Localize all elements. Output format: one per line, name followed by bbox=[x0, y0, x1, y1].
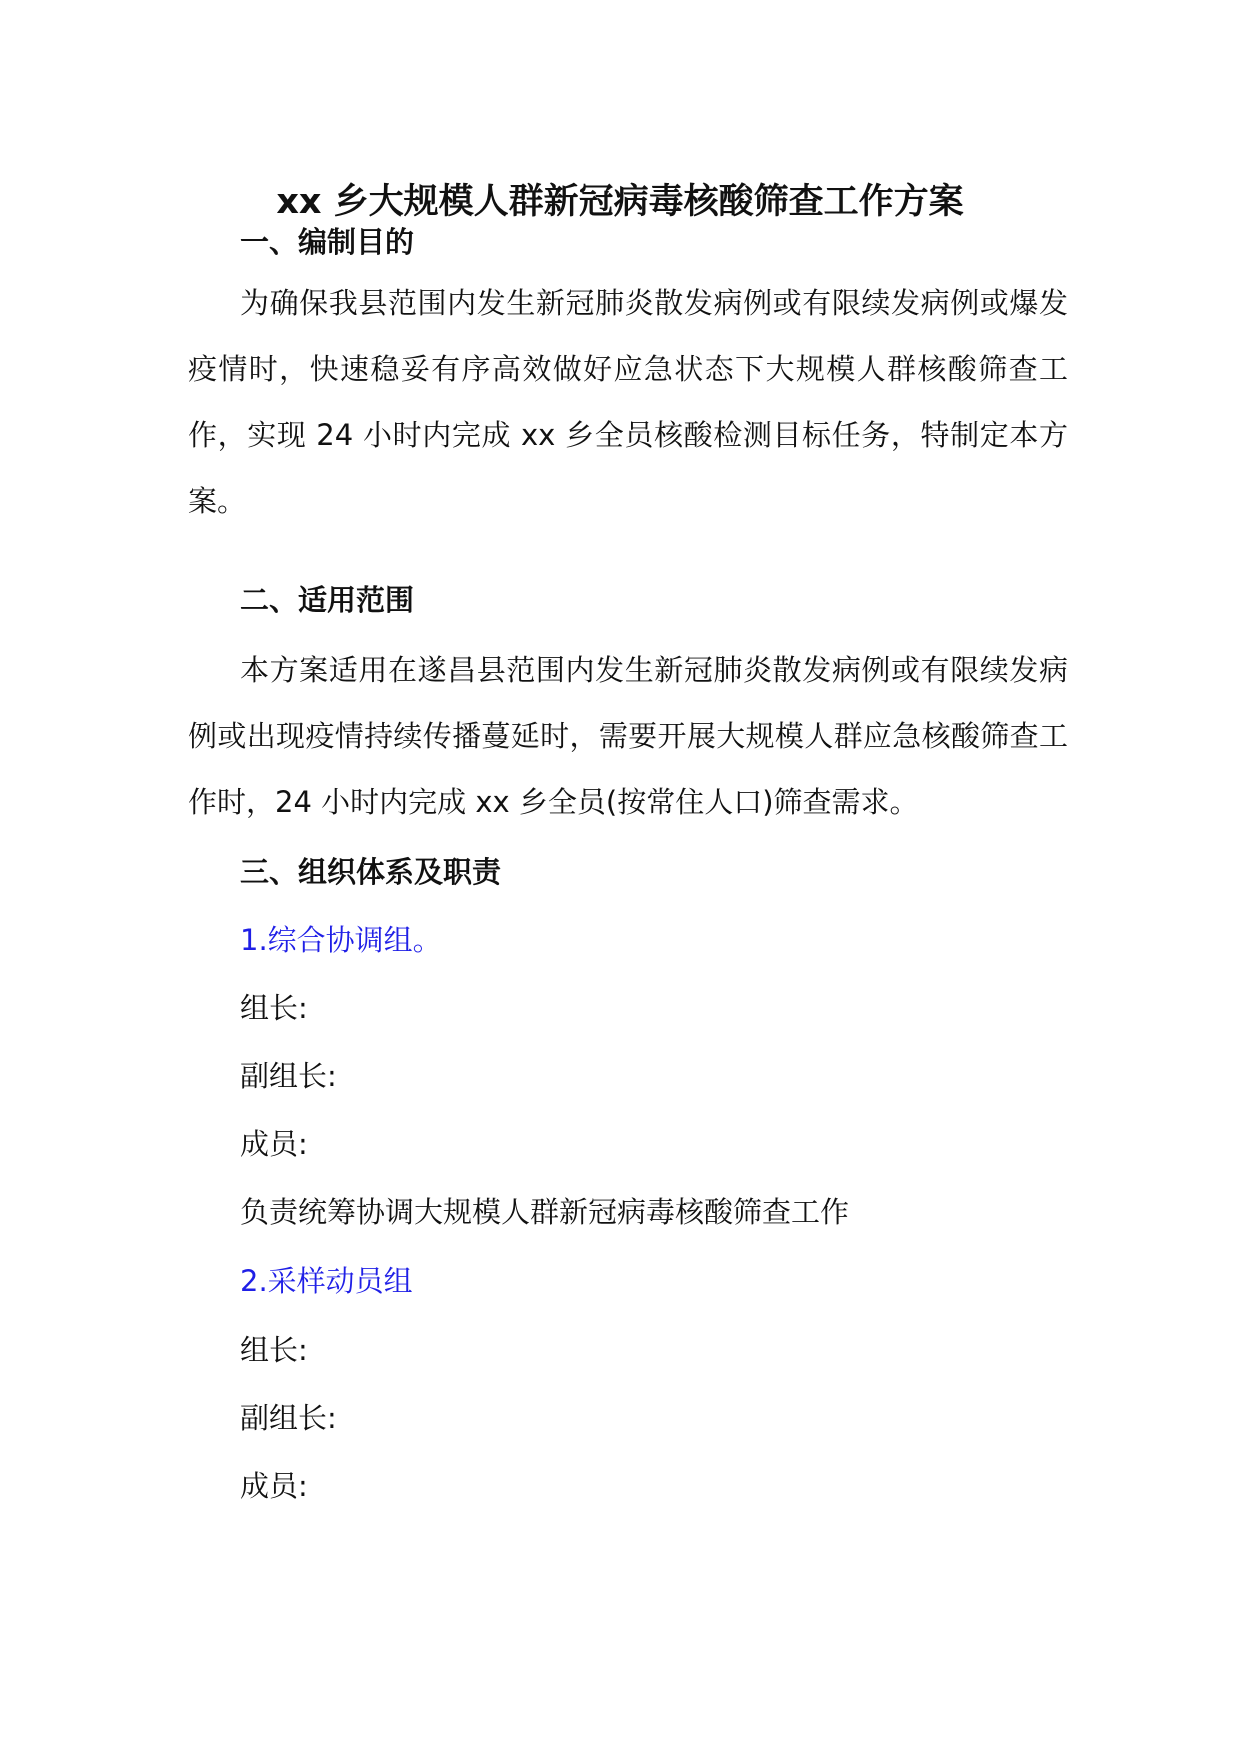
group-1-members: 成员: bbox=[240, 1127, 308, 1161]
section-3-heading: 三、组织体系及职责 bbox=[240, 855, 502, 889]
document-title: xx 乡大规模人群新冠病毒核酸筛查工作方案 bbox=[276, 182, 964, 222]
section-1-heading: 一、编制目的 bbox=[240, 225, 415, 259]
group-1-duty: 负责统筹协调大规模人群新冠病毒核酸筛查工作 bbox=[240, 1195, 850, 1229]
group-1-leader: 组长: bbox=[240, 991, 308, 1025]
group-2-leader: 组长: bbox=[240, 1333, 308, 1367]
group-1-deputy: 副组长: bbox=[240, 1059, 337, 1093]
group-2-deputy: 副组长: bbox=[240, 1401, 337, 1435]
section-2-heading: 二、适用范围 bbox=[240, 583, 415, 617]
section-1-paragraph: 为确保我县范围内发生新冠肺炎散发病例或有限续发病例或爆发疫情时，快速稳妥有序高效做好应急状态下大规模人群核酸筛查工作，实现 24 小时内完成 xx 乡全员核酸检测目标任务，特制定本方案。 bbox=[188, 286, 1068, 518]
section-2-paragraph: 本方案适用在遂昌县范围内发生新冠肺炎散发病例或有限续发病例或出现疫情持续传播蔓延时，需要开展大规模人群应急核酸筛查工作时，24 小时内完成 xx 乡全员(按常住人口)筛查需求。 bbox=[188, 653, 1068, 819]
group-2-members: 成员: bbox=[240, 1469, 308, 1503]
group-1-title: 1.综合协调组。 bbox=[240, 923, 442, 957]
group-2-title: 2.采样动员组 bbox=[240, 1264, 413, 1298]
